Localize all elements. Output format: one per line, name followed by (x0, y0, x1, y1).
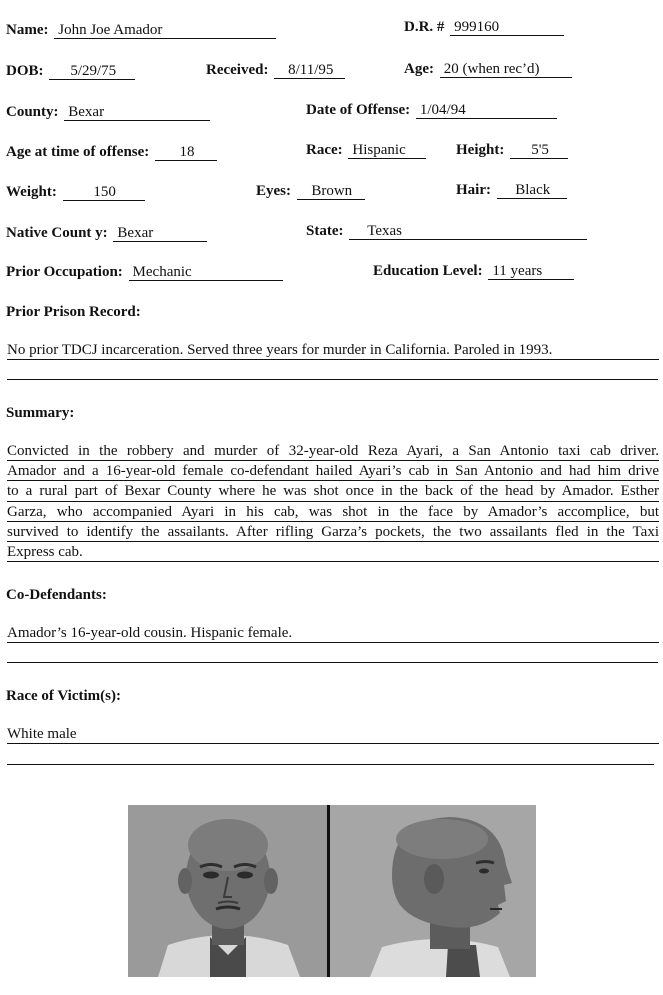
state-label: State: (306, 223, 344, 239)
codefendants-heading: Co-Defendants: (6, 587, 107, 603)
profile-face-icon (330, 805, 536, 977)
weight-label: Weight: (6, 184, 57, 200)
dob-field (6, 63, 135, 80)
received-value: 8/11/95 (274, 63, 345, 79)
height-value: 5'5 (510, 143, 568, 159)
eyes-value: Brown (297, 184, 365, 200)
age-at-offense-label: Age at time of offense: (6, 144, 150, 160)
prior-record-text (7, 340, 659, 360)
age-field (404, 61, 572, 78)
prior-record-heading: Prior Prison Record: (6, 304, 141, 320)
summary-heading: Summary: (6, 405, 75, 421)
codefendants-text (7, 623, 659, 643)
eyes-field (256, 183, 365, 200)
age-value: 20 (when rec’d) (440, 62, 572, 78)
summary-line: Garza, who accompanied Ayari in his cab, was shot in the face by Amador’s accomplice, but (7, 502, 659, 522)
summary-line: Express cab. (7, 542, 659, 562)
blank-rule (7, 764, 654, 765)
dr-label: D.R. # (404, 19, 445, 35)
county-label: County: (6, 104, 59, 120)
education-label: Education Level: (373, 263, 483, 279)
name-value: John Joe Amador (54, 23, 276, 39)
age-at-offense-value: 18 (155, 145, 217, 161)
summary-line: to a rural part of Bexar County where he was shot once in the back of the head by Amador. Esther (7, 481, 659, 501)
received-label: Received: (206, 62, 269, 78)
blank-rule (7, 662, 658, 663)
mugshot-photo (128, 805, 536, 977)
offense-date-label: Date of Offense: (306, 102, 411, 118)
education-value: 11 years (488, 264, 574, 280)
weight-value: 150 (63, 185, 145, 201)
county-value: Bexar (64, 105, 210, 121)
dob-label: DOB: (6, 63, 44, 79)
hair-value: Black (497, 183, 567, 199)
blank-rule (7, 379, 658, 380)
mugshot-front-view (128, 805, 327, 977)
weight-field (6, 184, 145, 201)
front-face-icon (128, 805, 327, 977)
occupation-field (6, 264, 283, 281)
summary-line: Convicted in the robbery and murder of 32-year-old Reza Ayari, a San Antonio taxi cab driver. (7, 441, 659, 461)
summary-line: survived to identify the assailants. After rifling Garza’s pockets, the two assailants fled in the Taxi (7, 522, 659, 542)
mugshot-profile-view (330, 805, 536, 977)
state-value: Texas (349, 224, 587, 240)
offense-date-value: 1/04/94 (416, 103, 557, 119)
name-label: Name: (6, 22, 49, 38)
name-field (6, 22, 276, 39)
summary-line: Amador and a 16-year-old female co-defendant hailed Ayari’s cab in San Antonio and had him drive (7, 461, 659, 481)
eyes-label: Eyes: (256, 183, 291, 199)
occupation-label: Prior Occupation: (6, 264, 123, 280)
dr-value: 999160 (450, 20, 564, 36)
race-label: Race: (306, 142, 343, 158)
education-field (373, 263, 574, 280)
age-label: Age: (404, 61, 434, 77)
height-field (456, 142, 568, 159)
received-field (206, 62, 345, 79)
race-value: Hispanic (348, 143, 426, 159)
victim-heading: Race of Victim(s): (6, 688, 121, 704)
offense-date-field (306, 102, 557, 119)
victim-text (7, 724, 659, 744)
summary-text (7, 441, 659, 562)
state-field (306, 223, 587, 240)
hair-field (456, 182, 567, 199)
codefendants-line: Amador’s 16-year-old cousin. Hispanic female. (7, 623, 659, 643)
native-county-field (6, 225, 207, 242)
race-field (306, 142, 426, 159)
occupation-value: Mechanic (129, 265, 283, 281)
prior-record-line: No prior TDCJ incarceration. Served three years for murder in California. Paroled in 1993. (7, 340, 659, 360)
dob-value: 5/29/75 (49, 64, 135, 80)
age-at-offense-field (6, 144, 217, 161)
dr-field (404, 19, 564, 36)
height-label: Height: (456, 142, 505, 158)
native-county-label: Native Count y: (6, 225, 108, 241)
county-field (6, 104, 210, 121)
hair-label: Hair: (456, 182, 491, 198)
victim-line: White male (7, 724, 659, 744)
native-county-value: Bexar (113, 226, 207, 242)
